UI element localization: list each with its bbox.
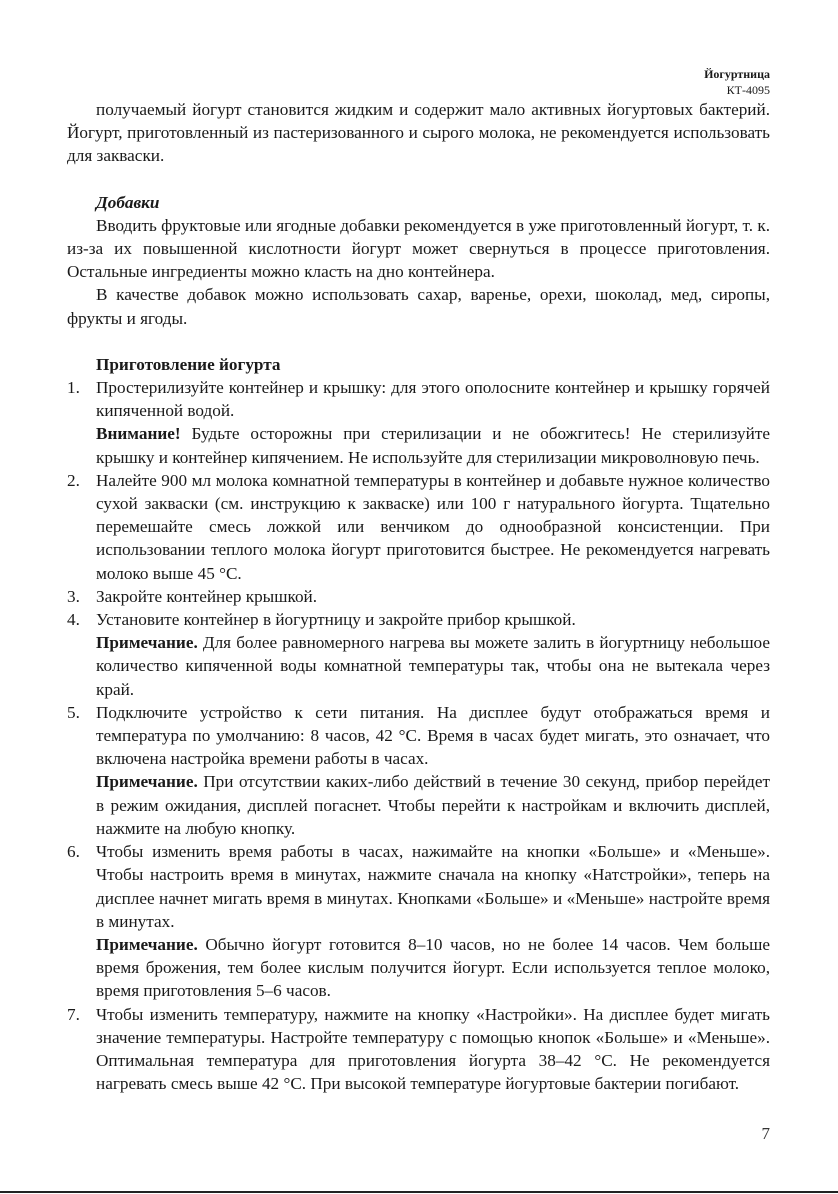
step-number: 5.	[67, 702, 80, 722]
step-text: Установите контейнер в йогуртницу и закройте прибор крышкой.	[96, 610, 576, 630]
intro-paragraph: получаемый йогурт становится жидким и содержит мало активных йогуртовых бактерий. Йогурт, приготовленный из пастеризованного и сырого молока, не рекомендуется использовать для закваски.	[67, 100, 770, 166]
note-label: Примечание.	[96, 633, 198, 653]
step-6	[67, 840, 770, 1002]
page-number: 7	[761, 1124, 770, 1143]
note-label: Примечание.	[96, 934, 198, 954]
step-text: Налейте 900 мл молока комнатной температуры в контейнер и добавьте нужное количество сухой закваски (см. инструкцию к закваске) или 100 г натурального йогурта. Тщательно перемешайте смесь ложкой или венчиком до однообразной консистенции. При использовании теплого молока йогурт приготовится быстрее. Не рекомендуется нагревать молоко выше 45 °С.	[96, 470, 770, 583]
step-note	[96, 933, 770, 1003]
running-header	[704, 66, 770, 98]
preparation-steps	[67, 376, 770, 1095]
step-number: 7.	[67, 1004, 80, 1024]
step-text: Закройте контейнер крышкой.	[96, 586, 318, 606]
step-number: 2.	[67, 470, 80, 490]
note-label: Внимание!	[96, 424, 181, 444]
step-number: 3.	[67, 586, 80, 606]
step-note	[96, 422, 770, 468]
step-text: Чтобы изменить температуру, нажмите на кнопку «Настройки». На дисплее будет мигать значение температуры. Настройте температуру с помощью кнопок «Больше» и «Меньше». Оптимальная температура для приготовления йогурта 38–42 °С. Не рекомендуется нагревать смесь выше 42 °С. При высокой температуре йогуртовые бактерии погибают.	[96, 1004, 770, 1094]
header-model: КТ-4095	[726, 83, 770, 97]
step-number: 6.	[67, 842, 80, 862]
spacer	[67, 168, 770, 191]
step-3	[67, 585, 770, 608]
note-text: Обычно йогурт готовится 8–10 часов, но не более 14 часов. Чем больше время брожения, тем более кислым получится йогурт. Если используется теплое молоко, время приготовления 5–6 часов.	[96, 934, 770, 1001]
header-product: Йогуртница	[704, 67, 770, 81]
spacer	[67, 330, 770, 353]
step-4	[67, 608, 770, 701]
note-text: Для более равномерного нагрева вы можете залить в йогуртницу небольшое количество кипяченной воды комнатной температуры так, чтобы она не вытекала через край.	[96, 633, 770, 699]
step-number: 4.	[67, 610, 80, 630]
step-note	[96, 770, 770, 840]
preparation-heading: Приготовление йогурта	[96, 354, 281, 374]
note-text: При отсутствии каких-либо действий в течение 30 секунд, прибор перейдет в режим ожидания, дисплей погаснет. Чтобы перейти к настройкам и включить дисплей, нажмите на любую кнопку.	[96, 772, 770, 838]
additives-paragraph-2: В качестве добавок можно использовать сахар, варенье, орехи, шоколад, мед, сиропы, фрукты и ягоды.	[67, 285, 770, 328]
step-5	[67, 701, 770, 840]
note-label: Примечание.	[96, 772, 198, 792]
step-1	[67, 376, 770, 469]
step-7	[67, 1003, 770, 1096]
additives-heading: Добавки	[96, 192, 160, 212]
step-text: Чтобы изменить время работы в часах, нажимайте на кнопки «Больше» и «Меньше». Чтобы настроить время в минутах, нажмите сначала на кнопку «Натстройки», теперь на дисплее начнет мигать время в минутах. Кнопками «Больше» и «Меньше» настройте время в минутах.	[96, 842, 770, 931]
step-text: Простерилизуйте контейнер и крышку: для этого ополосните контейнер и крышку горячей кипяченной водой.	[96, 378, 770, 421]
step-text: Подключите устройство к сети питания. На дисплее будут отображаться время и температура по умолчанию: 8 часов, 42 °С. Время в часах будет мигать, это означает, что включена настройка времени работы в часах.	[96, 702, 770, 769]
step-note	[96, 631, 770, 701]
step-number: 1.	[67, 378, 80, 398]
step-2	[67, 469, 770, 585]
page-body	[67, 98, 770, 1095]
bottom-rule	[0, 1191, 838, 1193]
additives-paragraph-1: Вводить фруктовые или ягодные добавки рекомендуется в уже приготовленный йогурт, т. к. из-за их повышенной кислотности йогурт может свернуться в процессе приготовления. Остальные ингредиенты можно класть на дно контейнера.	[67, 215, 770, 282]
note-text: Будьте осторожны при стерилизации и не обожгитесь! Не стерилизуйте крышку и контейнер кипячением. Не используйте для стерилизации микроволновую печь.	[96, 424, 770, 467]
